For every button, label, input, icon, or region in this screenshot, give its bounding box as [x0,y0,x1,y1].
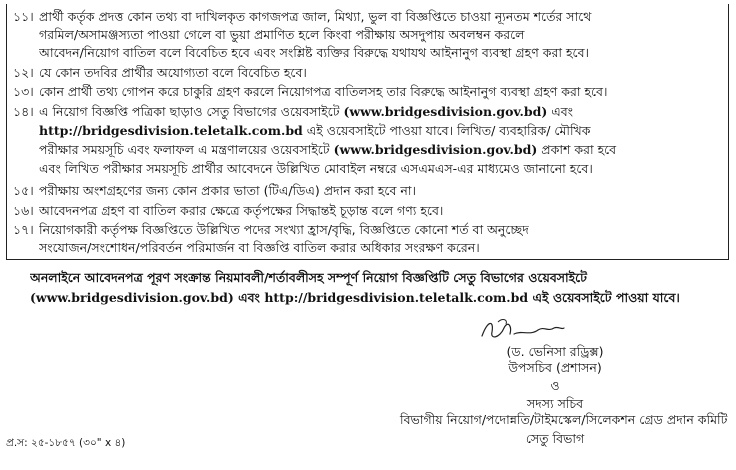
item-number: ১৪। [13,104,34,119]
item-text: এবং লিখিত পরীক্ষার সময়সূচি প্রার্থীর আবেদনে উল্লিখিত মোবাইল নম্বরে এসএমএস-এর মাধ্যমেও জানানো হবে। [39,161,593,176]
item-number: ১২। [13,65,34,80]
teletalk-link[interactable]: http://bridgesdivision.teletalk.com.bd [264,290,529,305]
signatory-role: সদস্য সচিব [526,396,584,411]
website-link[interactable]: (www.bridgesdivision.gov.bd) [343,104,548,119]
online-application-note: অনলাইনে আবেদনপত্র পূরণ সংক্রান্ত নিয়মাবলী/শর্তাবলীসহ সম্পূর্ণ নিয়োগ বিজ্ঞপ্তিটি সেতু বিভাগের ওয়েবসাইটে [30,270,587,285]
signatory-title: উপসচিব (প্রশাসন) [508,360,602,375]
item-number: ১৩। [13,84,34,99]
online-application-note-line2 [30,288,720,308]
item-number: ১৫। [13,183,34,198]
teletalk-link[interactable]: http://bridgesdivision.teletalk.com.bd [39,123,303,138]
conjunction-text: ও [550,378,560,393]
item-text: এ নিয়োগ বিজ্ঞপ্তি পত্রিকা ছাড়াও সেতু বিভাগের ওয়েবসাইটে [39,104,340,119]
conditions-frame [6,4,729,260]
item-text: প্রকাশ করা হবে [541,142,617,157]
handwritten-signature [478,316,568,344]
website-link[interactable]: (www.bridgesdivision.gov.bd) [30,290,234,305]
department-name: সেতু বিভাগ [525,431,585,446]
item-text: সংযোজন/সংশোধন/পরিবর্তন পরিমার্জন বা বিজ্ঞপ্তি বাতিল করার অধিকার সংরক্ষণ করেন। [39,240,480,255]
item-text: আবেদনপত্র গ্রহণ বা বাতিল করার ক্ষেত্রে কর্তৃপক্ষের সিদ্ধান্তই চূড়ান্ত বলে গণ্য হবে। [39,203,444,218]
item-text: কোন প্রার্থী তথ্য গোপন করে চাকুরি গ্রহণ করলে নিয়োগপত্র বাতিলসহ তার বিরুদ্ধে আইনানুগ ব্যবস্থা গ্রহণ করা হবে। [39,84,608,99]
item-text: এবং [551,104,574,119]
item-text-line [39,122,722,140]
committee-name: বিভাগীয় নিয়োগ/পদোন্নতি/টাইমস্কেল/সিলেকশন গ্রেড প্রদান কমিটি [400,412,728,427]
signatory-name: (ড. ভেনিসা রড্রিক্স) [506,344,604,359]
item-number: ১৬। [13,203,34,218]
note-text: এবং [238,290,260,305]
item-text: আবেদন/নিয়োগ বাতিল বলে বিবেচিত হবে এবং সংশ্লিষ্ট ব্যক্তির বিরুদ্ধে যথাযথ আইনানুগ ব্যবস্থা গ্রহণ করা হবে। [39,45,590,60]
item-text: এই ওয়েবসাইটে পাওয়া যাবে। লিখিত/ ব্যবহারিক/ মৌখিক [306,123,591,138]
item-text: পরীক্ষায় অংশগ্রহণের জন্য কোন প্রকার ভাতা (টিএ/ডিএ) প্রদান করা হবে না। [39,183,416,198]
item-number: ১১। [13,9,34,24]
item-text: যে কোন তদবির প্রার্থীর অযোগ্যতা বলে বিবেচিত হবে। [39,65,307,80]
item-text: নিয়োগকারী কর্তৃপক্ষ বিজ্ঞপ্তিতে উল্লিখিত পদের সংখ্যা হ্রাস/বৃদ্ধি, বিজ্ঞপ্তিতে কোনো শর্ত বা অনুচ্ছেদ [39,222,529,237]
item-text: প্রার্থী কর্তৃক প্রদত্ত কোন তথ্য বা দাখিলকৃত কাগজপত্র জাল, মিথ্যা, ভুল বা বিজ্ঞপ্তিতে চাওয়া ন্যূনতম শর্তের সাথে [39,9,592,24]
website-link[interactable]: (www.bridgesdivision.gov.bd) [333,142,538,157]
note-text: এই ওয়েবসাইটে পাওয়া যাবে। [532,290,680,305]
item-number: ১৭। [13,222,34,237]
item-text-line [39,141,722,159]
item-text-line [39,103,722,121]
item-text: গরমিল/অসামঞ্জস্যতা পাওয়া গেলে বা ভুয়া প্রমাণিত হলে কিংবা পরীক্ষায় অসদুপায় অবলম্বন করলে [39,27,525,42]
item-text: পরীক্ষার সময়সূচি এবং ফলাফল এ মন্ত্রণালয়ের ওয়েবসাইটে [39,142,330,157]
memo-number: প্র.স: ২৫-১৮৫৭ (৩০" x ৪) [6,437,126,449]
